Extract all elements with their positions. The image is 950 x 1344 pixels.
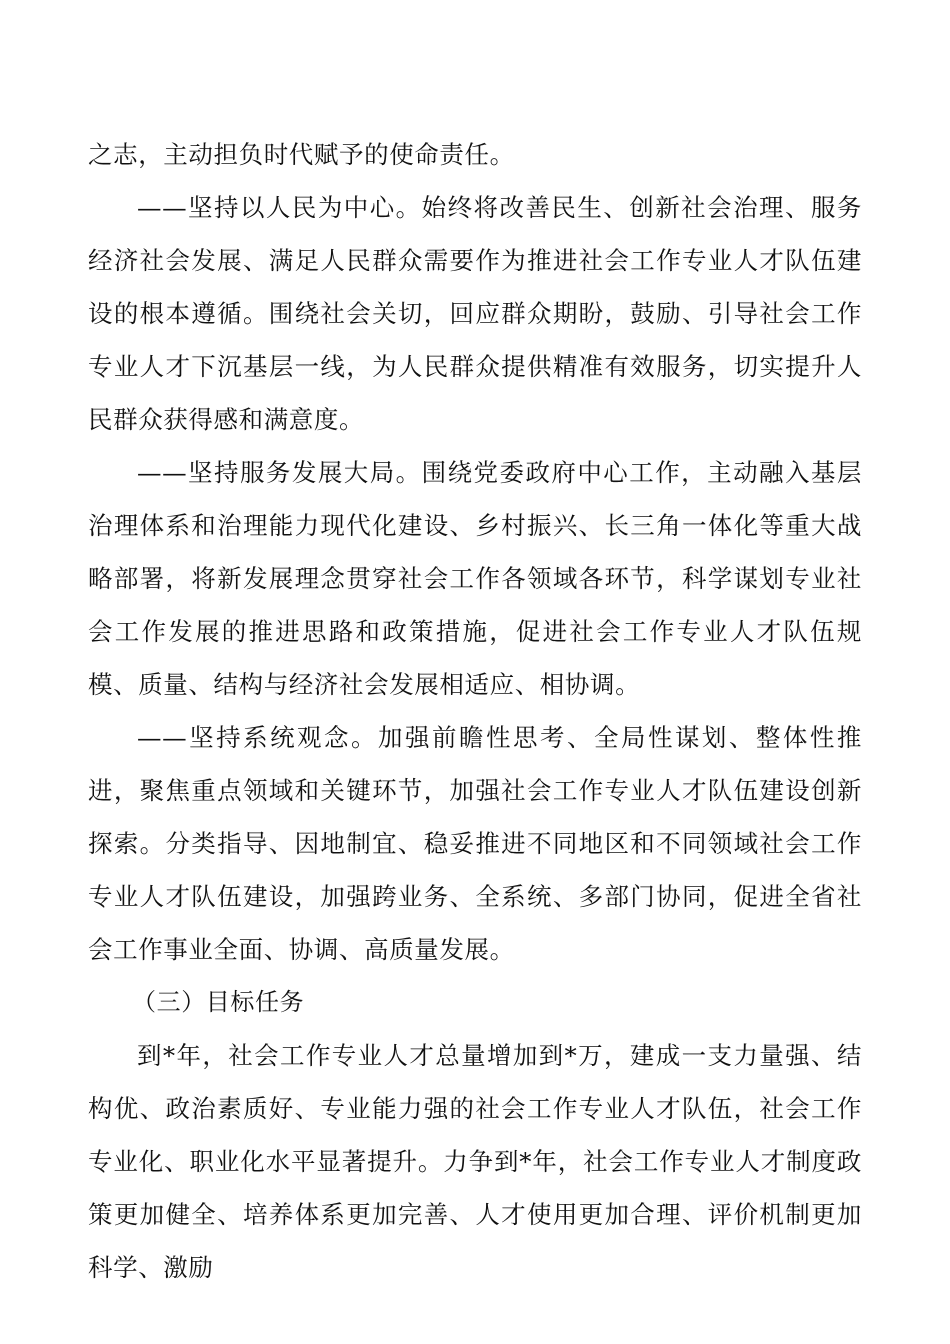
paragraph-system-concept: ——坚持系统观念。加强前瞻性思考、全局性谋划、整体性推进，聚焦重点领域和关键环节，加强社会工作专业人才队伍建设创新探索。分类指导、因地制宜、稳妥推进不同地区和不同领域社会工作专业人才队伍建设，加强跨业务、全系统、多部门协同，促进全省社会工作事业全面、协调、高质量发展。	[88, 723, 862, 964]
document-body	[88, 128, 862, 1294]
paragraph-goals: 到*年，社会工作专业人才总量增加到*万，建成一支力量强、结构优、政治素质好、专业能力强的社会工作专业人才队伍，社会工作专业化、职业化水平显著提升。力争到*年，社会工作专业人才制度政策更加健全、培养体系更加完善、人才使用更加合理、评价机制更加科学、激励	[88, 1041, 862, 1282]
section-heading: （三）目标任务	[132, 988, 305, 1016]
paragraph-continuation: 之志，主动担负时代赋予的使命责任。	[88, 140, 515, 169]
paragraph-serve-development: ——坚持服务发展大局。围绕党委政府中心工作，主动融入基层治理体系和治理能力现代化建设、乡村振兴、长三角一体化等重大战略部署，将新发展理念贯穿社会工作各领域各环节，科学谋划专业社会工作发展的推进思路和政策措施，促进社会工作专业人才队伍规模、质量、结构与经济社会发展相适应、相协调。	[88, 458, 862, 699]
paragraph-people-centered: ——坚持以人民为中心。始终将改善民生、创新社会治理、服务经济社会发展、满足人民群众需要作为推进社会工作专业人才队伍建设的根本遵循。围绕社会关切，回应群众期盼，鼓励、引导社会工作专业人才下沉基层一线，为人民群众提供精准有效服务，切实提升人民群众获得感和满意度。	[88, 193, 862, 434]
